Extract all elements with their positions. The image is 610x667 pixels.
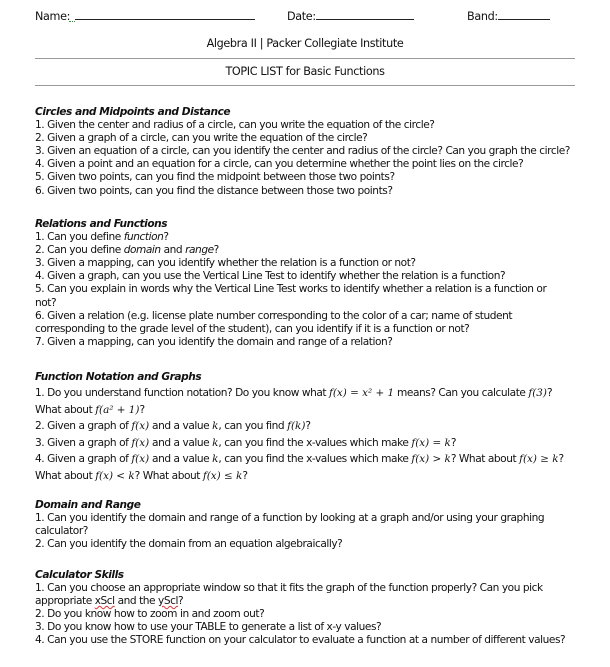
- header-divider-top: [35, 58, 575, 59]
- math-expression: k: [212, 420, 219, 433]
- band-blank-line[interactable]: [498, 9, 550, 20]
- math-expression: f(x): [131, 453, 150, 466]
- spellcheck-word-yscl: yScl: [158, 595, 179, 608]
- section-title: Calculator Skills: [35, 569, 124, 581]
- math-expression: k: [212, 453, 219, 466]
- section-calculator-skills: [35, 569, 575, 648]
- list-item: 4. Given a graph of f(x) and a value k, can you find the x-values which make f(x) > k? What about f(x) ≥ k? What about f(x) < k? What about f(x) ≤ k?: [35, 453, 564, 482]
- section-title: Relations and Functions: [35, 218, 168, 230]
- list-item: 2. Given a graph of f(x) and a value k, can you find f(k)?: [35, 420, 311, 433]
- list-item: 7. Given a mapping, can you identify the domain and range of a relation?: [35, 335, 393, 348]
- list-item: 5. Can you explain in words why the Vertical Line Test works to identify whether a relation is a function or not?: [35, 283, 547, 309]
- section-function-notation: [35, 371, 575, 485]
- term-function: function: [123, 231, 164, 244]
- list-item: 3. Do you know how to use your TABLE to generate a list of x-y values?: [35, 621, 382, 634]
- list-item: 4. Given a graph, can you use the Vertical Line Test to identify whether the relation is a function?: [35, 270, 506, 283]
- list-item: 3. Given a mapping, can you identify whether the relation is a function or not?: [35, 257, 416, 270]
- math-expression: f(x) > k: [411, 453, 451, 466]
- header-divider-bottom: [35, 85, 575, 86]
- section-title: Circles and Midpoints and Distance: [35, 106, 231, 118]
- list-item: 2. Can you define domain and range?: [35, 244, 219, 257]
- list-item: 3. Given a graph of f(x) and a value k, can you find the x-values which make f(x) = k?: [35, 436, 456, 449]
- name-blank-line[interactable]: [75, 9, 255, 20]
- term-domain: domain: [123, 244, 161, 257]
- math-expression: f(3): [528, 387, 547, 399]
- list-item: 6. Given two points, can you find the distance between those two points?: [35, 184, 393, 197]
- list-item: 1. Do you understand function notation? Do you know what f(x) = x² + 1 means? Can you calculate f(3)? What about f(a² + 1)?: [35, 387, 553, 416]
- section-title: Domain and Range: [35, 499, 141, 511]
- math-expression: f(x) = x² + 1: [329, 387, 395, 399]
- section-circles: [35, 106, 595, 198]
- section-domain-range: [35, 499, 545, 551]
- list-item: 1. Can you identify the domain and range of a function by looking at a graph and/or using your graphing calculator?: [35, 512, 545, 538]
- band-label: Band:: [467, 10, 498, 23]
- name-label: Name:: [35, 10, 71, 23]
- list-item: 5. Given two points, can you find the midpoint between those two points?: [35, 171, 395, 184]
- band-field[interactable]: [467, 9, 550, 23]
- name-field[interactable]: [35, 9, 255, 23]
- list-item: 1. Given the center and radius of a circle, can you write the equation of the circle?: [35, 119, 435, 132]
- term-range: range: [185, 244, 214, 257]
- list-item: 1. Can you choose an appropriate window so that it fits the graph of the function properly? Can you pick appropriate xScl and the yScl?: [35, 582, 543, 608]
- list-item: 3. Given an equation of a circle, can you identify the center and radius of the circle? Can you graph the circle?: [35, 145, 570, 158]
- section-relations-functions: [35, 218, 565, 349]
- spellcheck-word-xscl: xScl: [94, 595, 115, 608]
- list-item: 4. Can you use the STORE function on your calculator to evaluate a function at a number of different values?: [35, 634, 566, 647]
- list-item: 2. Do you know how to zoom in and zoom out?: [35, 608, 265, 621]
- math-expression: f(k): [287, 420, 306, 433]
- date-blank-line[interactable]: [316, 9, 414, 20]
- math-expression: f(x) ≥ k: [519, 453, 559, 466]
- list-item: 4. Given a point and an equation for a circle, can you determine whether the point lies on the circle?: [35, 158, 524, 171]
- date-label: Date:: [287, 10, 316, 23]
- document-title: TOPIC LIST for Basic Functions: [225, 65, 385, 78]
- list-item: 6. Given a relation (e.g. license plate number corresponding to the color of a car; name of student corresponding to the grade level of the student), can you identify if it is a function or not?: [35, 309, 513, 335]
- math-expression: f(x) < k: [95, 469, 135, 482]
- date-field[interactable]: [287, 9, 414, 23]
- course-title: Algebra II | Packer Collegiate Institute: [206, 37, 404, 50]
- math-expression: f(x): [131, 420, 150, 433]
- list-item: 1. Can you define function?: [35, 231, 169, 244]
- math-expression: k: [212, 436, 219, 449]
- math-expression: f(a² + 1): [95, 403, 140, 416]
- list-item: 2. Can you identify the domain from an equation algebraically?: [35, 538, 343, 551]
- math-expression: f(x) = k: [411, 436, 451, 449]
- math-expression: f(x) ≤ k: [202, 469, 243, 482]
- list-item: 2. Given a graph of a circle, can you write the equation of the circle?: [35, 132, 368, 145]
- math-expression: f(x): [131, 436, 150, 449]
- section-title: Function Notation and Graphs: [35, 371, 202, 383]
